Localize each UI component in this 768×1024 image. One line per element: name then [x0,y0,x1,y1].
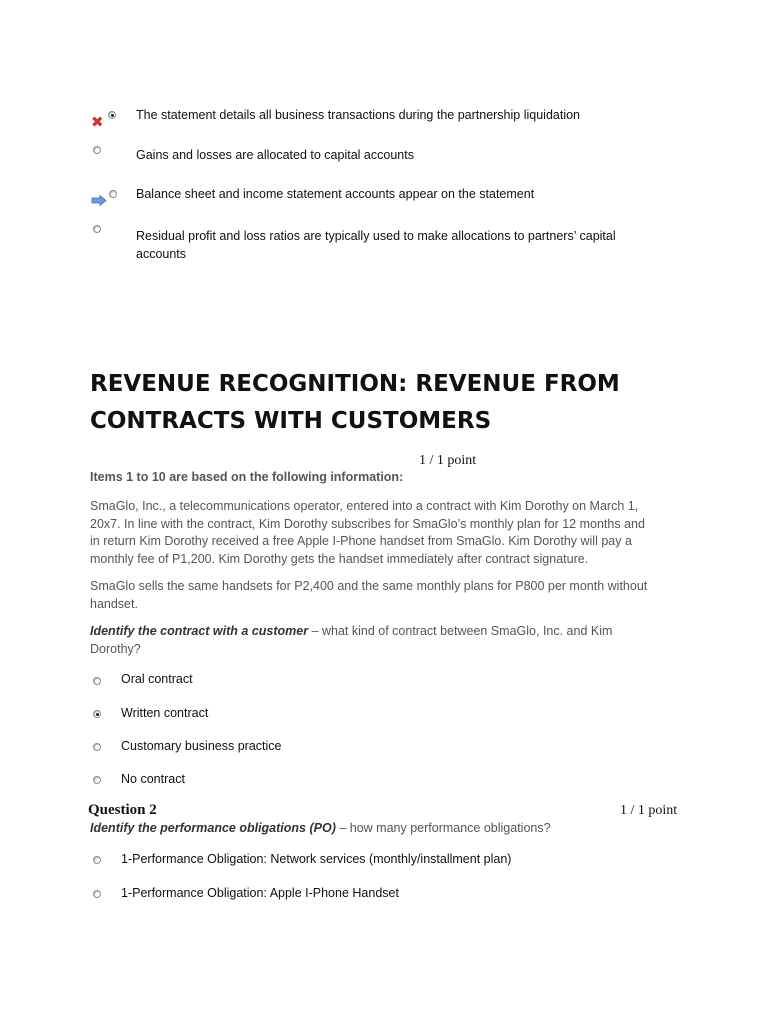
paragraph-line: SmaGlo, Inc., a telecommunications operator, entered into a contract with Kim Dorothy on March 1, [90,499,639,513]
section-title-line1: REVENUE RECOGNITION: REVENUE FROM [90,371,620,397]
items-label: Items 1 to 10 are based on the following information: [90,470,404,484]
option-label: The statement details all business transactions during the partnership liquidation [136,108,581,122]
radio-button[interactable] [109,190,117,198]
option-label-continued: accounts [136,247,187,261]
prompt-text-continued: Dorothy? [90,641,141,656]
prompt-emphasis: Identify the contract with a customer [90,624,309,638]
question-score: 1 / 1 point [419,453,477,468]
section-title-line2: CONTRACTS WITH CUSTOMERS [90,408,492,434]
option-label: Written contract [121,706,209,720]
case-paragraph-1 [90,498,645,568]
option-label: Gains and losses are allocated to capital accounts [136,148,414,162]
radio-button[interactable] [93,856,101,864]
prompt-emphasis: Identify the performance obligations (PO) [90,821,336,835]
prompt-text: – how many performance obligations? [335,821,551,835]
incorrect-x-icon: ✖ [91,114,104,131]
option-label: 1-Performance Obligation: Network services (monthly/installment plan) [121,852,512,866]
option-label: Balance sheet and income statement accounts appear on the statement [136,187,535,201]
correct-arrow-icon [91,195,107,206]
radio-button[interactable] [93,225,101,233]
paragraph-line: handset. [90,596,138,611]
option-label: No contract [121,772,185,786]
question-prompt [90,820,551,838]
prompt-text: – what kind of contract between SmaGlo, Inc. and Kim [308,624,613,638]
question-title: Question 2 [88,802,157,818]
question-prompt [90,623,612,658]
case-paragraph-2 [90,578,647,613]
question-score: 1 / 1 point [620,803,678,818]
radio-button[interactable] [93,776,101,784]
option-label: 1-Performance Obligation: Apple I-Phone Handset [121,886,399,900]
radio-button[interactable] [93,677,101,685]
paragraph-line: SmaGlo sells the same handsets for P2,400 and the same monthly plans for P800 per month without [90,579,648,593]
option-label: Oral contract [121,672,193,686]
radio-button[interactable] [93,743,101,751]
option-label: Customary business practice [121,739,282,753]
paragraph-line: monthly fee of P1,200. Kim Dorothy gets the handset immediately after contract signature. [90,551,589,566]
radio-button[interactable] [108,111,116,119]
radio-button[interactable] [93,890,101,898]
radio-button[interactable] [93,146,101,154]
paragraph-line: in return Kim Dorothy received a free Apple I-Phone handset from SmaGlo. Kim Dorothy will pay a [90,534,632,548]
option-label: Residual profit and loss ratios are typically used to make allocations to partners’ capital [136,229,616,243]
radio-button[interactable] [93,710,101,718]
paragraph-line: 20x7. In line with the contract, Kim Dorothy subscribes for SmaGlo’s monthly plan for 12 months and [90,516,645,531]
